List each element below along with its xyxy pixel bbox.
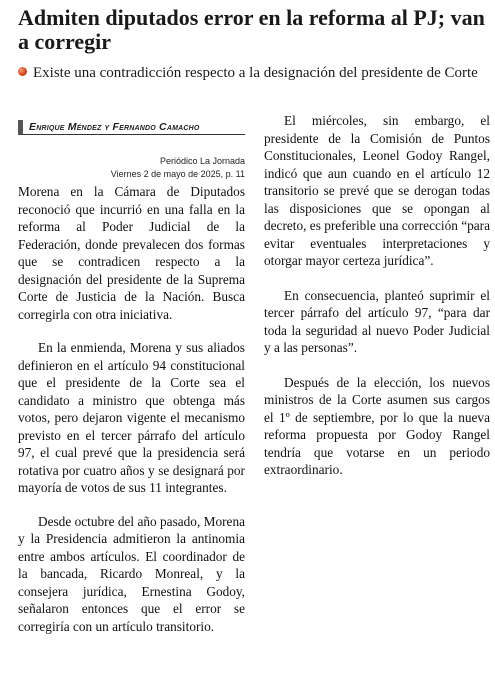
byline: Enrique Méndez y Fernando Camacho (18, 120, 245, 135)
column-right (264, 112, 490, 496)
red-dot-bullet-icon (18, 67, 27, 76)
paragraph-2: En la enmienda, Morena y sus aliados definieron en el artículo 94 constitucional que el presidente de la Corte sea el candidato a ministro que obtenga más votos, pero dejaron vigente el mecanismo previsto en el tercer párrafo del artículo 97, el cual prevé que la presidencia será rotativa por cuatro años y se designará por mayoría de votos de sus 11 integrantes. (18, 340, 245, 495)
headline: Admiten diputados error en la reforma al PJ; van a corregir (18, 5, 485, 54)
paragraph-6: Después de la elección, los nuevos ministros de la Corte asumen sus cargos el 1º de septiembre, por lo que la nueva reforma propuesta por Godoy Rangel tendría que votarse en un periodo extraordinario. (264, 374, 490, 477)
source-date: Viernes 2 de mayo de 2025, p. 11 (110, 169, 245, 179)
paragraph-5: En consecuencia, planteó suprimir el tercer párrafo del artículo 97, “para dar toda la seguridad al nuevo Poder Judicial y a las personas”. (264, 287, 490, 355)
paragraph-1: Morena en la Cámara de Diputados reconoció que incurrió en una falla en la reforma al Poder Judicial de la Federación, donde prevalecen dos formas que se contradicen respecto a la designación del presidente de la Suprema Corte de Justicia de la Nación. Busca corregirla con otra iniciativa. (18, 184, 245, 322)
paragraph-4: El miércoles, sin embargo, el presidente de la Comisión de Puntos Constitucionales, Leonel Godoy Rangel, indicó que aun cuando en el artículo 12 transitorio se prevé que se derogan todas las disposiciones que se opongan al decreto, es preferible una corrección “para evitar eventuales interpretaciones y otorgar mayor certeza jurídica”. (264, 113, 490, 268)
source-publication: Periódico La Jornada (159, 156, 245, 166)
summary-text: Existe una contradicción respecto a la designación del presidente de Corte (33, 65, 478, 81)
summary (18, 64, 488, 82)
paragraph-3: Desde octubre del año pasado, Morena y la Presidencia admitieron la antinomia entre ambos artículos. El coordinador de la bancada, Ricardo Monreal, y la consejera jurídica, Ernestina Godoy, señalaron entonces que el error se corregiría con un artículo transitorio. (18, 513, 245, 634)
column-left (18, 120, 245, 635)
